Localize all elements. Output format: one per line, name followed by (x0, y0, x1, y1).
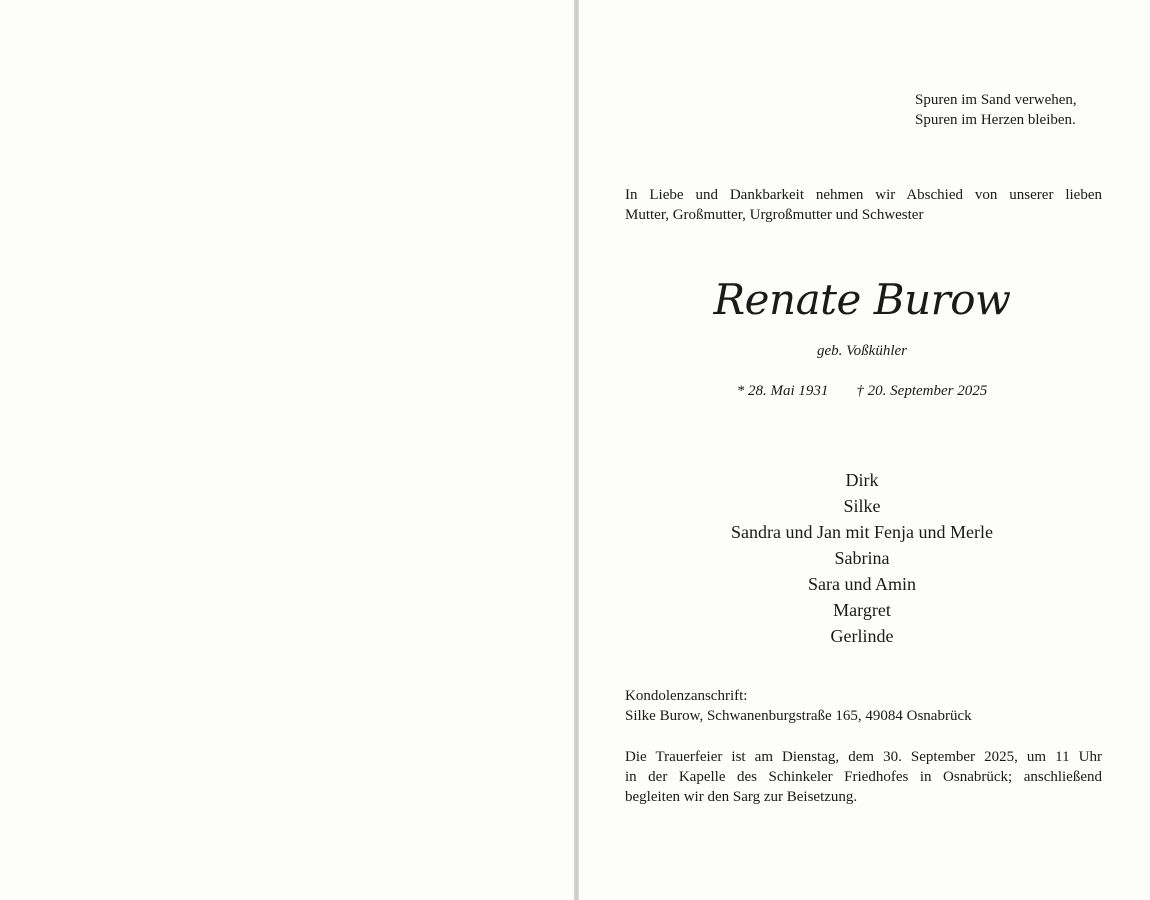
intro-line-2: Mutter, Großmutter, Urgroßmutter und Schwester (625, 207, 924, 223)
left-page-blank (0, 0, 574, 900)
poem-line-1: Spuren im Sand verwehen, (915, 92, 1077, 108)
mourner-item: Silke (843, 496, 881, 516)
ceremony-line-1: Die Trauerfeier ist am Dienstag, dem 30. September 2025, um 11 Uhr (625, 749, 1102, 765)
poem (915, 90, 1077, 130)
mourner-item: Sandra und Jan mit Fenja und Merle (731, 522, 993, 542)
intro-line-1: In Liebe und Dankbarkeit nehmen wir Abschied von unserer lieben (625, 187, 1102, 203)
mourner-item: Sara und Amin (808, 574, 916, 594)
maiden-name: geb. Voßkühler (817, 343, 907, 359)
mourner-item: Gerlinde (830, 626, 894, 646)
mourner-item: Dirk (845, 470, 879, 490)
mourner-item: Sabrina (834, 548, 890, 568)
right-page (579, 0, 1150, 900)
birth-date: * 28. Mai 1931 (736, 383, 829, 399)
life-dates (579, 380, 1145, 402)
mourners-list (579, 467, 1145, 649)
condolence-address (625, 686, 1102, 726)
ceremony-line-3: begleiten wir den Sarg zur Beisetzung. (625, 789, 858, 805)
intro-text (625, 185, 1102, 225)
mourner-item: Margret (833, 600, 891, 620)
condolence-label: Kondolenzanschrift: (625, 688, 748, 704)
death-date: † 20. September 2025 (856, 383, 988, 399)
ceremony-info (625, 747, 1102, 807)
ceremony-line-2: in der Kapelle des Schinkeler Friedhofes in Osnabrück; anschließend (625, 769, 1102, 785)
poem-line-2: Spuren im Herzen bleiben. (915, 112, 1076, 128)
deceased-name: Renate Burow (713, 275, 1011, 324)
condolence-address-line: Silke Burow, Schwanenburgstraße 165, 49084 Osnabrück (625, 708, 972, 724)
